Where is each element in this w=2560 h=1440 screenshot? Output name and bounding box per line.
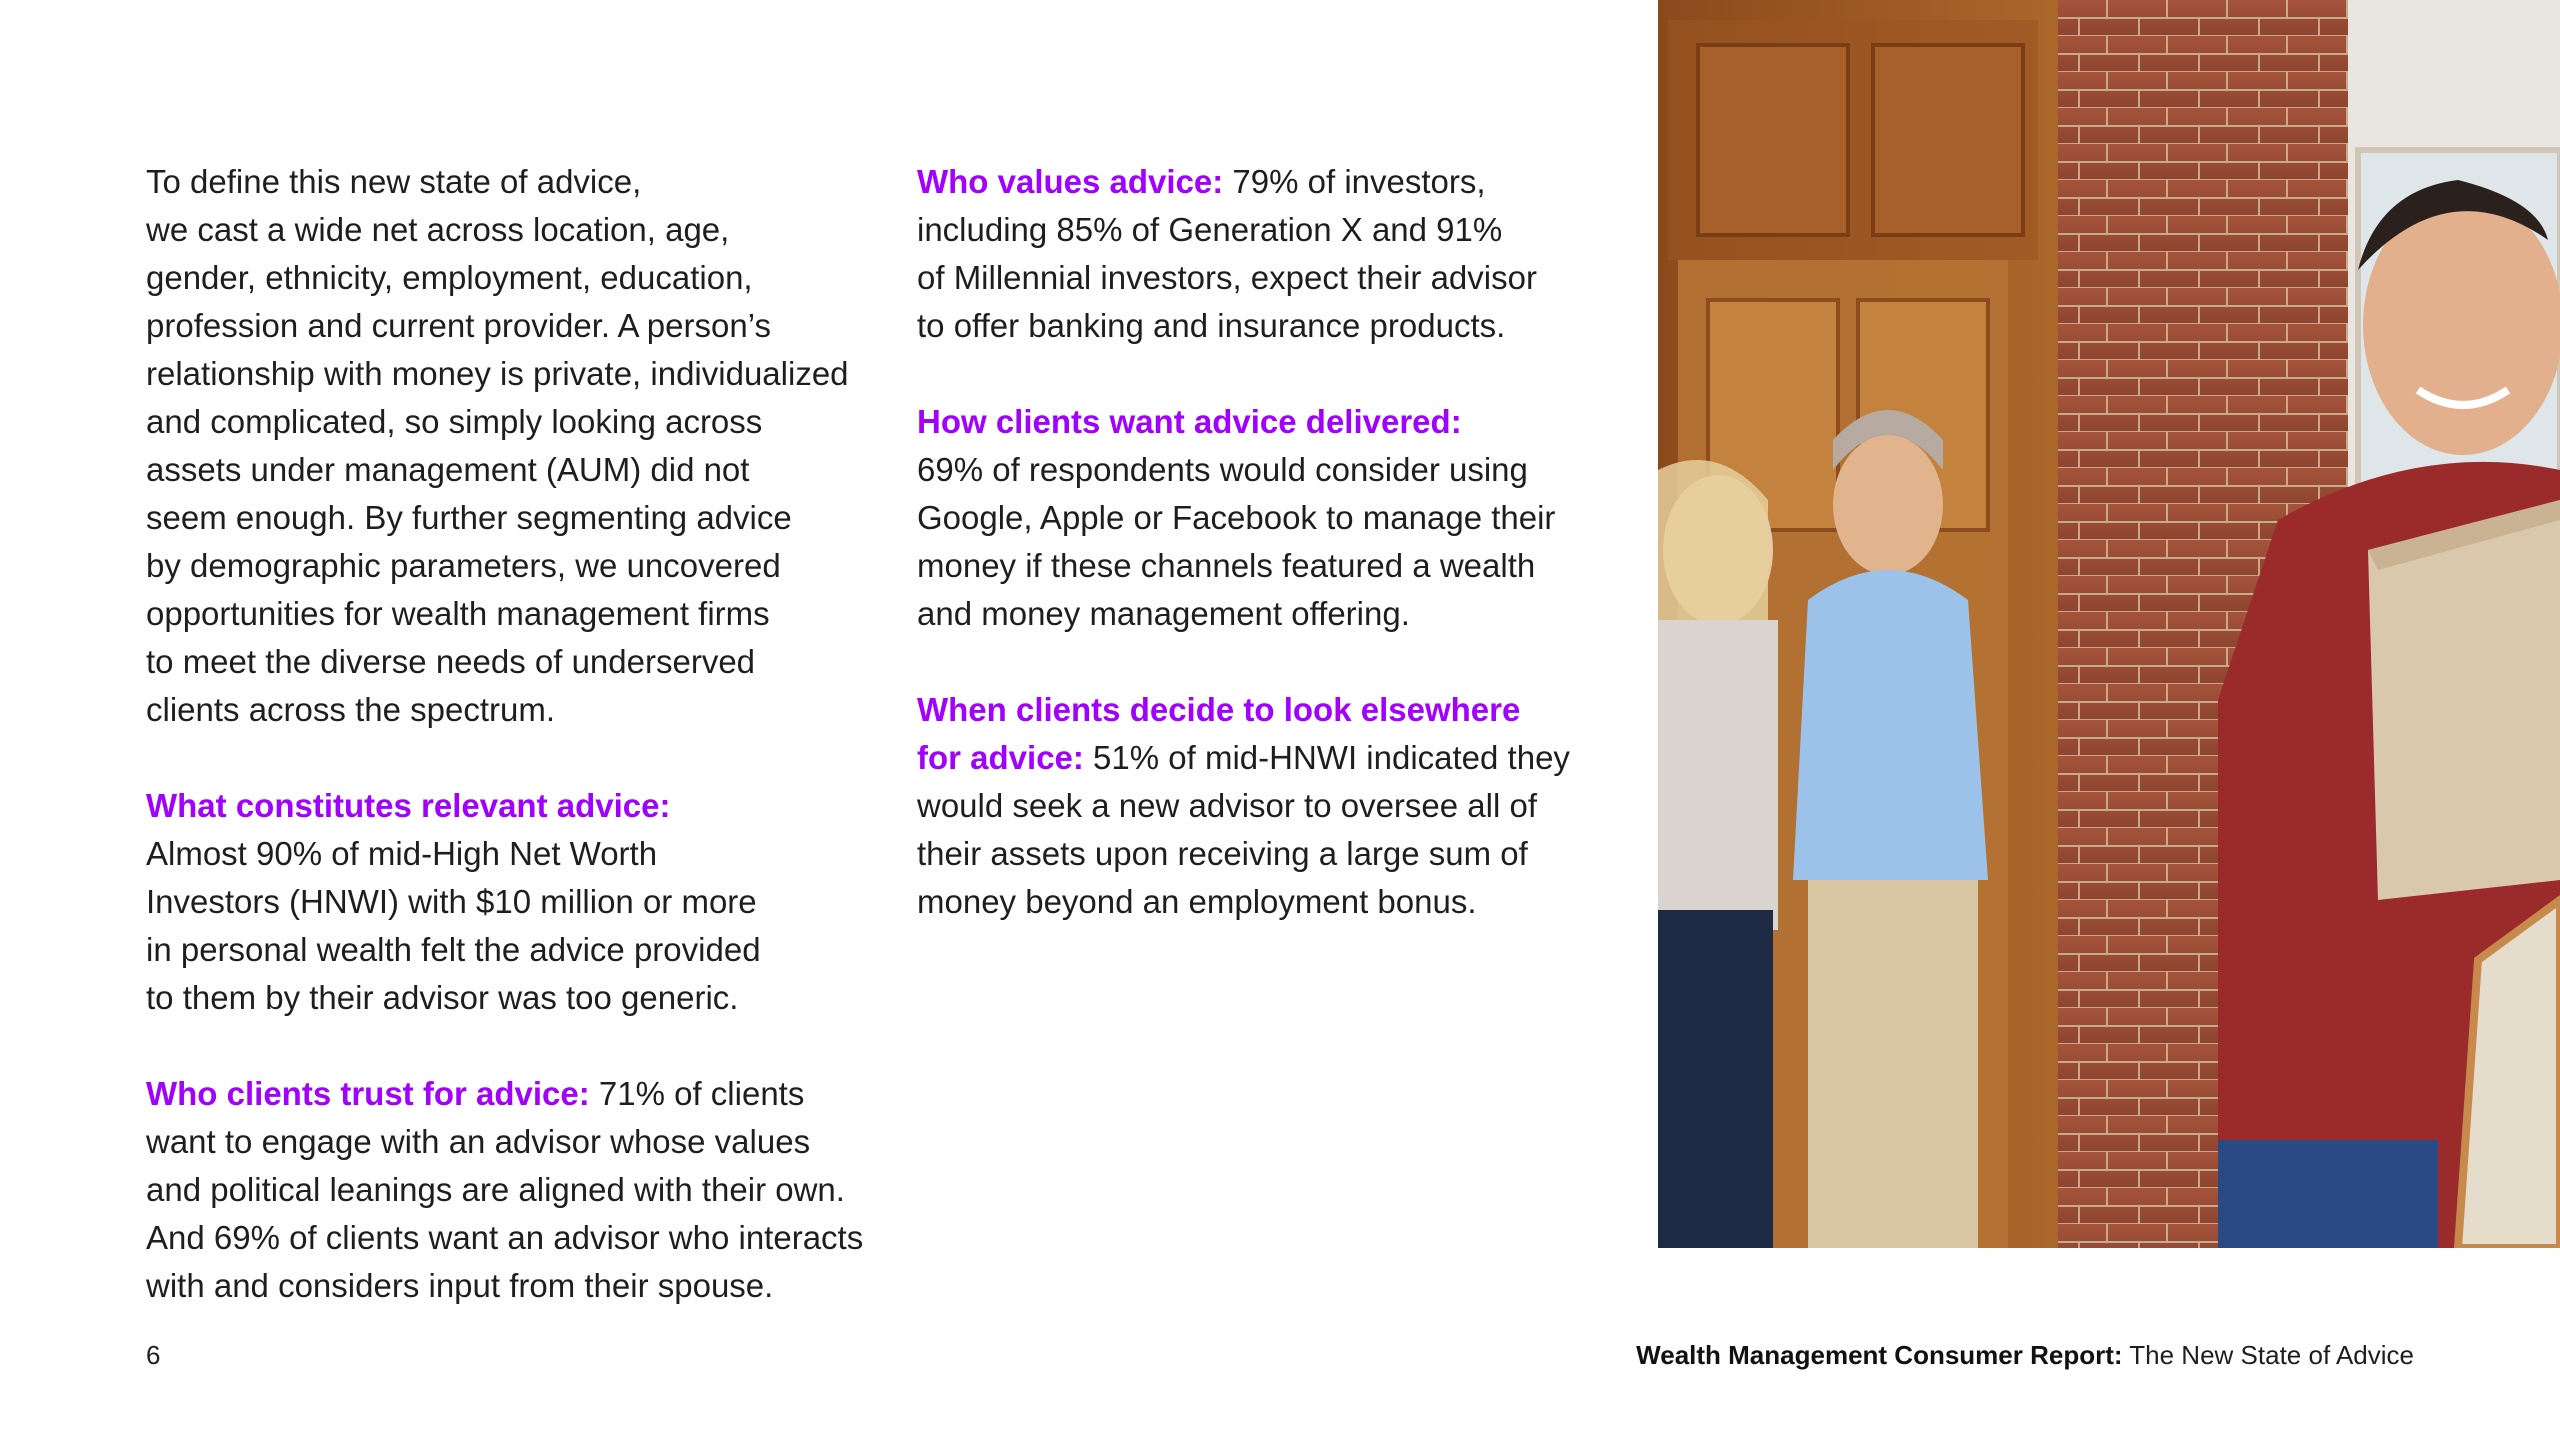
delivered-advice-line: 69% of respondents would consider using (917, 451, 1528, 488)
elsewhere-advice-heading-end: for advice: (917, 739, 1084, 776)
intro-paragraph (146, 158, 866, 734)
elsewhere-advice-lead-text: 51% of mid-HNWI indicated they (1083, 739, 1570, 776)
elsewhere-advice-second-line (917, 734, 1617, 782)
report-title (1636, 1338, 2414, 1372)
delivered-advice-line: money if these channels featured a wealth (917, 547, 1536, 584)
values-advice-line: including 85% of Generation X and 91% (917, 211, 1503, 248)
elsewhere-advice-paragraph (917, 686, 1617, 926)
elsewhere-advice-heading: When clients decide to look elsewhere (917, 691, 1521, 728)
trust-advice-lead-text: 71% of clients (589, 1075, 805, 1112)
delivered-advice-line: and money management offering. (917, 595, 1410, 632)
intro-line: by demographic parameters, we uncovered (146, 547, 781, 584)
family-moving-photo (1658, 0, 2560, 1248)
values-advice-paragraph (917, 158, 1617, 350)
values-advice-line: to offer banking and insurance products. (917, 307, 1506, 344)
delivered-advice-line: Google, Apple or Facebook to manage their (917, 499, 1556, 536)
relevant-advice-paragraph (146, 782, 866, 1022)
trust-advice-line: and political leanings are aligned with their own. (146, 1171, 845, 1208)
relevant-advice-line: Almost 90% of mid-High Net Worth (146, 835, 658, 872)
values-advice-line: of Millennial investors, expect their advisor (917, 259, 1537, 296)
relevant-advice-line: Investors (HNWI) with $10 million or more (146, 883, 757, 920)
intro-line: to meet the diverse needs of underserved (146, 643, 756, 680)
left-column (146, 158, 866, 1358)
report-title-bold: Wealth Management Consumer Report: (1636, 1340, 2123, 1370)
delivered-advice-heading: How clients want advice delivered: (917, 403, 1462, 440)
report-subtitle: The New State of Advice (2122, 1340, 2414, 1370)
elsewhere-advice-line: money beyond an employment bonus. (917, 883, 1477, 920)
intro-line: seem enough. By further segmenting advice (146, 499, 792, 536)
intro-line: gender, ethnicity, employment, education, (146, 259, 753, 296)
intro-line: assets under management (AUM) did not (146, 451, 750, 488)
middle-column (917, 158, 1617, 974)
values-advice-lead-text: 79% of investors, (1223, 163, 1486, 200)
family-moving-illustration (1658, 0, 2560, 1248)
trust-advice-heading: Who clients trust for advice: (146, 1075, 590, 1112)
trust-advice-paragraph (146, 1070, 866, 1310)
relevant-advice-heading: What constitutes relevant advice: (146, 787, 671, 824)
intro-line: and complicated, so simply looking across (146, 403, 763, 440)
intro-line: we cast a wide net across location, age, (146, 211, 730, 248)
intro-line: To define this new state of advice, (146, 163, 642, 200)
elsewhere-advice-line: would seek a new advisor to oversee all of (917, 787, 1538, 824)
trust-advice-line: with and considers input from their spouse. (146, 1267, 774, 1304)
trust-advice-line: And 69% of clients want an advisor who interacts (146, 1219, 864, 1256)
values-advice-heading: Who values advice: (917, 163, 1224, 200)
relevant-advice-line: to them by their advisor was too generic. (146, 979, 739, 1016)
values-advice-first-line (917, 158, 1617, 206)
intro-line: relationship with money is private, individualized (146, 355, 849, 392)
intro-line: opportunities for wealth management firms (146, 595, 770, 632)
trust-advice-line: want to engage with an advisor whose values (146, 1123, 811, 1160)
relevant-advice-line: in personal wealth felt the advice provided (146, 931, 761, 968)
trust-advice-first-line (146, 1070, 866, 1118)
page-number: 6 (146, 1340, 161, 1370)
intro-line: clients across the spectrum. (146, 691, 555, 728)
delivered-advice-paragraph (917, 398, 1617, 638)
elsewhere-advice-line: their assets upon receiving a large sum of (917, 835, 1528, 872)
intro-line: profession and current provider. A person’s (146, 307, 771, 344)
